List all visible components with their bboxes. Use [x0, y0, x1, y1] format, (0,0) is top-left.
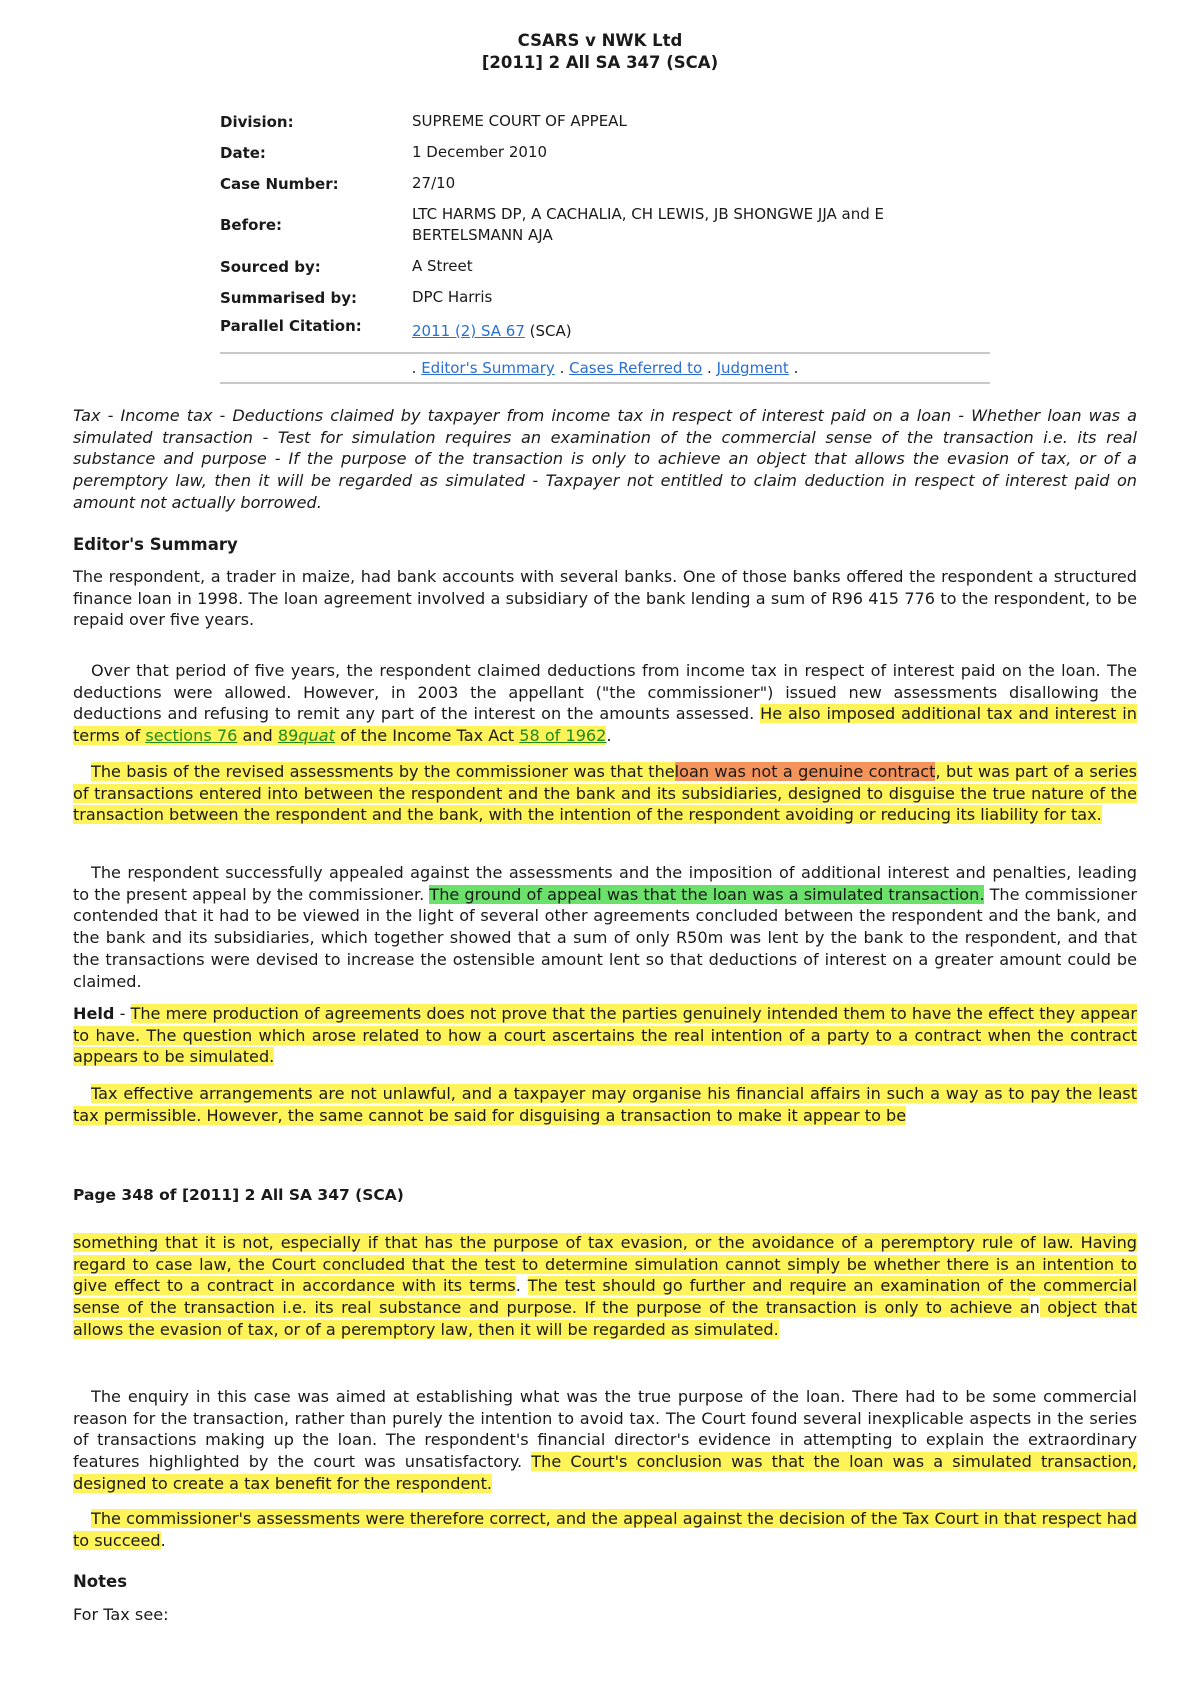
plain-text: n — [1029, 1298, 1040, 1318]
nav-link-cases-referred[interactable]: Cases Referred to — [569, 359, 703, 377]
nav-link-editors-summary[interactable]: Editor's Summary — [421, 359, 555, 377]
highlight-text: and — [242, 726, 273, 746]
highlight-yellow: , but was part of a series of transactions entered into between the respondent and the bank and its subsidiaries, designed to disguise the true nature of the transaction between the respondent and the bank, with the intention of the respondent avoiding or reducing its liability for tax. — [73, 762, 1137, 825]
case-number-label: Case Number: — [220, 174, 339, 193]
sourced-by-label: Sourced by: — [220, 257, 321, 276]
summarised-by-value: DPC Harris — [412, 288, 493, 306]
catchwords: Tax - Income tax - Deductions claimed by taxpayer from income tax in respect of interest paid on a loan - Whether loan was a simulated transaction - Test for simulation requires an examination of the commercial sense of the transaction i.e. its real substance and purpose - If the purpose of the transaction is only to achieve an object that allows the evasion of tax, or of a peremptory law, then it will be regarded as simulated - Taxpayer not entitled to claim deduction in respect of interest paid on amount not actually borrowed. — [73, 406, 1137, 512]
division-label: Division: — [220, 112, 294, 131]
before-value: LTC HARMS DP, A CACHALIA, CH LEWIS, JB SHONGWE JJA and E BERTELSMANN AJA — [412, 205, 884, 244]
meta-row-parallel-citation — [220, 313, 990, 347]
link-text-italic: quat — [298, 726, 335, 746]
nav-separator: . — [559, 359, 565, 377]
link-section-89quat[interactable] — [278, 726, 335, 745]
summary-paragraph-2 — [73, 660, 1137, 747]
case-metadata-table — [220, 106, 990, 347]
highlight-yellow: The basis of the revised assessments by the commissioner was that the — [91, 762, 675, 781]
highlight-orange: loan was not a genuine contract — [674, 762, 936, 781]
sourced-by-value: A Street — [412, 257, 473, 275]
nav-separator: . — [411, 359, 417, 377]
case-citation: [2011] 2 All SA 347 (SCA) — [481, 53, 719, 72]
summary-paragraph-8 — [73, 1386, 1137, 1495]
date-value: 1 December 2010 — [412, 143, 548, 161]
notes-heading: Notes — [73, 1572, 128, 1591]
highlight-text: of the Income Tax Act — [340, 726, 515, 746]
summarised-by-label: Summarised by: — [220, 288, 357, 307]
plain-text: . — [515, 1276, 528, 1296]
nav-separator: . — [707, 359, 712, 377]
meta-row-case-number — [220, 168, 990, 199]
meta-row-sourced-by — [220, 251, 990, 282]
summary-paragraph-9 — [73, 1508, 1137, 1551]
summary-paragraph-4-text: The respondent successfully appealed against the assessments and the imposition of additional interest and penalties, leading to the present appeal by the commissioner. — [73, 863, 1137, 904]
page-marker: Page 348 of [2011] 2 All SA 347 (SCA) — [73, 1186, 404, 1204]
nav-link-judgment[interactable]: Judgment — [716, 359, 789, 377]
summary-paragraph-7 — [73, 1232, 1137, 1341]
section-nav — [220, 352, 990, 384]
case-title: CSARS v NWK Ltd — [517, 31, 683, 50]
held-label: Held — [73, 1004, 115, 1023]
summary-paragraph-4-text-2: The commissioner contended that it had to be viewed in the light of several other agreements concluded between the respondent and the bank, and the bank and its subsidiaries, which together showed that a sum of only R50m was lent by the bank to the respondent, and that the transactions were devised to increase the ostensible amount lent so that deductions of interest on a greater amount could be claimed. — [73, 884, 1137, 991]
date-label: Date: — [220, 143, 266, 162]
meta-row-summarised-by — [220, 282, 990, 313]
highlight-yellow: object that allows the evasion of tax, or of a peremptory law, then it will be regarded as simulated. — [73, 1298, 1137, 1339]
before-label: Before: — [220, 216, 283, 234]
meta-row-date — [220, 137, 990, 168]
summary-paragraph-8-text: The enquiry in this case was aimed at establishing what was the true purpose of the loan. There had to be some commercial reason for the transaction, rather than purely the intention to avoid tax. The Court found several inexplicable aspects in the series of transactions making up the loan. The respondent's financial director's evidence in attempting to explain the extraordinary features highlighted by the court was unsatisfactory. — [73, 1387, 1137, 1472]
summary-paragraph-3 — [73, 761, 1137, 826]
summary-paragraph-4 — [73, 862, 1137, 992]
parallel-citation-label: Parallel Citation: — [220, 317, 362, 335]
nav-separator: . — [793, 359, 799, 377]
summary-paragraph-1: The respondent, a trader in maize, had bank accounts with several banks. One of those banks offered the respondent a structured finance loan in 1998. The loan agreement involved a subsidiary of the bank lending a sum of R96 415 776 to the respondent, to be repaid over five years. — [73, 567, 1137, 630]
held-paragraph — [73, 1003, 1137, 1068]
parallel-citation-suffix: (SCA) — [529, 322, 572, 340]
parallel-citation-value — [412, 317, 990, 342]
division-value: SUPREME COURT OF APPEAL — [412, 112, 627, 130]
summary-paragraph-2-text: Over that period of five years, the respondent claimed deductions from income tax in respect of interest paid on the loan. The deductions were allowed. However, in 2003 the appellant ("the commissioner") issued new assessments disallowing the deductions and refusing to remit any part of the interest on the amounts assessed. — [73, 661, 1137, 724]
highlight-green: The ground of appeal was that the loan was a simulated transaction. — [429, 884, 985, 904]
highlight-yellow: Tax effective arrangements are not unlawful, and a taxpayer may organise his financial affairs in such a way as to pay the least tax permissible. However, the same cannot be said for disguising a transaction to make it appear to be — [73, 1084, 1137, 1125]
meta-row-division — [220, 106, 990, 137]
editors-summary-heading: Editor's Summary — [73, 535, 238, 554]
highlight-yellow: The commissioner's assessments were therefore correct, and the appeal against the decision of the Tax Court in that respect had to succeed — [73, 1509, 1137, 1550]
highlight-yellow: something that it is not, especially if that has the purpose of tax evasion, or the avoidance of a peremptory rule of law. Having regard to case law, the Court concluded that the test to determine simulation cannot simply be whether there is an intention to give effect to a contract in accordance with its terms — [73, 1233, 1137, 1296]
summary-paragraph-6 — [73, 1083, 1137, 1126]
highlight-yellow: The test should go further and require an examination of the commercial sense of the transaction i.e. its real substance and purpose. If the purpose of the transaction is only to achieve a — [73, 1276, 1138, 1318]
link-text: 89 — [277, 726, 299, 746]
link-act-58-of-1962[interactable]: 58 of 1962 — [519, 726, 607, 746]
case-number-value: 27/10 — [412, 174, 456, 192]
held-dash: - — [119, 1004, 126, 1023]
period: . — [160, 1530, 166, 1550]
meta-row-before — [220, 199, 990, 251]
highlight-yellow: The Court's conclusion was that the loan was a simulated transaction, designed to create a tax benefit for the respondent. — [73, 1452, 1137, 1493]
highlight-text: He also imposed additional tax and interest in terms of — [73, 704, 1137, 746]
notes-text: For Tax see: — [73, 1605, 169, 1624]
link-sections-76[interactable]: sections 76 — [145, 726, 238, 746]
highlight-yellow: The mere production of agreements does not prove that the parties genuinely intended them to have the effect they appear to have. The question which arose related to how a court ascertains the real intention of a party to a contract when the contract appears to be simulated. — [73, 1004, 1137, 1067]
period: . — [606, 726, 612, 746]
parallel-citation-link[interactable]: 2011 (2) SA 67 — [412, 322, 525, 340]
